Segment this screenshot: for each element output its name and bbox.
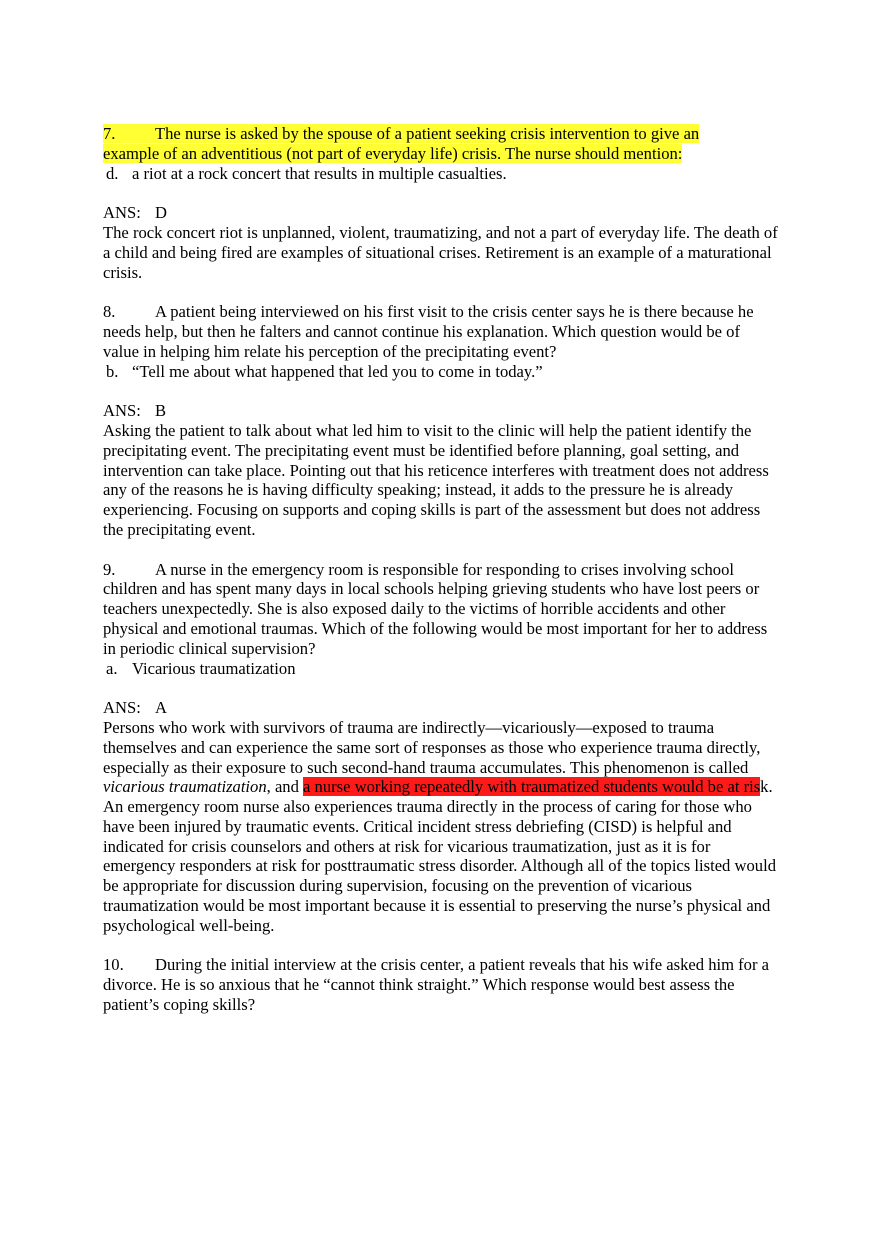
question-7-rationale: The rock concert riot is unplanned, violent, traumatizing, and not a part of everyday life. The death of a child and being fired are examples of situational crises. Retirement is an example of a maturational crisis.: [103, 222, 778, 282]
question-8-ans-label: ANS:: [103, 401, 141, 421]
question-9-rationale: [103, 718, 779, 936]
question-8-answer-letter: b.: [106, 361, 119, 381]
question-7-ans: [103, 203, 779, 223]
question-7-number: 7.: [103, 124, 116, 143]
question-8-answer-text: “Tell me about what happened that led you to come in today.”: [132, 361, 543, 381]
question-10-stem-text: During the initial interview at the crisis center, a patient reveals that his wife asked him for a divorce. He is so anxious that he “cannot think straight.” Which response would best assess the patient’s coping skills?: [103, 955, 770, 1015]
question-8-ans: [103, 401, 779, 421]
question-10-stem: [103, 955, 779, 1014]
question-7-ans-key: D: [155, 203, 167, 223]
question-9-answer-text: Vicarious traumatization: [132, 658, 296, 678]
question-9-ans-key: A: [155, 698, 167, 718]
question-8-answer: [103, 362, 779, 382]
question-7-answer: [103, 164, 779, 184]
question-10-number: 10.: [103, 955, 124, 975]
question-7-answer-text: a riot at a rock concert that results in multiple casualties.: [132, 163, 507, 183]
question-7-stem-line2: example of an adventitious (not part of everyday life) crisis. The nurse should mention:: [103, 143, 683, 163]
question-9-rationale-part2: , and: [266, 777, 304, 797]
document-page: [103, 124, 779, 1015]
question-8-rationale: Asking the patient to talk about what led him to visit to the clinic will help the patient identify the precipitating event. The precipitating event must be identified before planning, goal setting, and intervention can take place. Pointing out that his reticence interferes with treatment does not address any of the reasons he is having difficulty speaking; instead, it adds to the pressure he is already experiencing. Focusing on supports and coping skills is part of the assessment but does not address the precipitating event.: [103, 420, 769, 539]
question-9-ans: [103, 698, 779, 718]
question-7-answer-letter: d.: [106, 163, 119, 183]
question-7-ans-label: ANS:: [103, 203, 141, 223]
question-9-ans-label: ANS:: [103, 698, 141, 718]
question-9-answer: [103, 659, 779, 679]
question-9-answer-letter: a.: [106, 658, 118, 678]
question-9-rationale-part3: k. An emergency room nurse also experiences trauma directly in the process of caring for those who have been injured by traumatic events. Critical incident stress debriefing (CISD) is helpful and indicated for crisis counselors and others at risk for vicarious traumatization, just as it is for emergency responders at risk for posttraumatic stress disorder. Although all of the topics listed would be appropriate for discussion during supervision, focusing on the prevention of vicarious traumatization would be most important because it is essential to preserving the nurse’s physical and psychological well-being.: [103, 777, 776, 935]
question-9-rationale-highlight: a nurse working repeatedly with traumatized students would be at ris: [303, 777, 761, 797]
question-9-stem: [103, 560, 779, 659]
question-9-rationale-part1: Persons who work with survivors of trauma are indirectly—vicariously—exposed to trauma themselves and can experience the same sort of responses as those who experience trauma directly, especially as their exposure to such second-hand trauma accumulates. This phenomenon is called: [103, 717, 761, 777]
question-9-stem-text: A nurse in the emergency room is responsible for responding to crises involving school children and has spent many days in local schools helping grieving students who have lost peers or teachers unexpectedly. She is also exposed daily to the victims of horrible accidents and other physical and emotional traumas. Which of the following would be most important for her to address in periodic clinical supervision?: [103, 559, 768, 658]
question-8-stem: [103, 302, 779, 361]
question-8-number: 8.: [103, 302, 116, 322]
question-8-ans-key: B: [155, 401, 167, 421]
question-9-rationale-italic: vicarious traumatization: [103, 777, 267, 797]
question-7-stem-line1: The nurse is asked by the spouse of a patient seeking crisis intervention to give an: [155, 124, 700, 143]
question-7-stem: [103, 124, 779, 164]
question-8-stem-text: A patient being interviewed on his first visit to the crisis center says he is there because he needs help, but then he falters and cannot continue his explanation. Which question would be of value in helping him relate his perception of the precipitating event?: [103, 302, 754, 361]
question-9-number: 9.: [103, 559, 116, 579]
question-7-highlight: [103, 124, 699, 143]
